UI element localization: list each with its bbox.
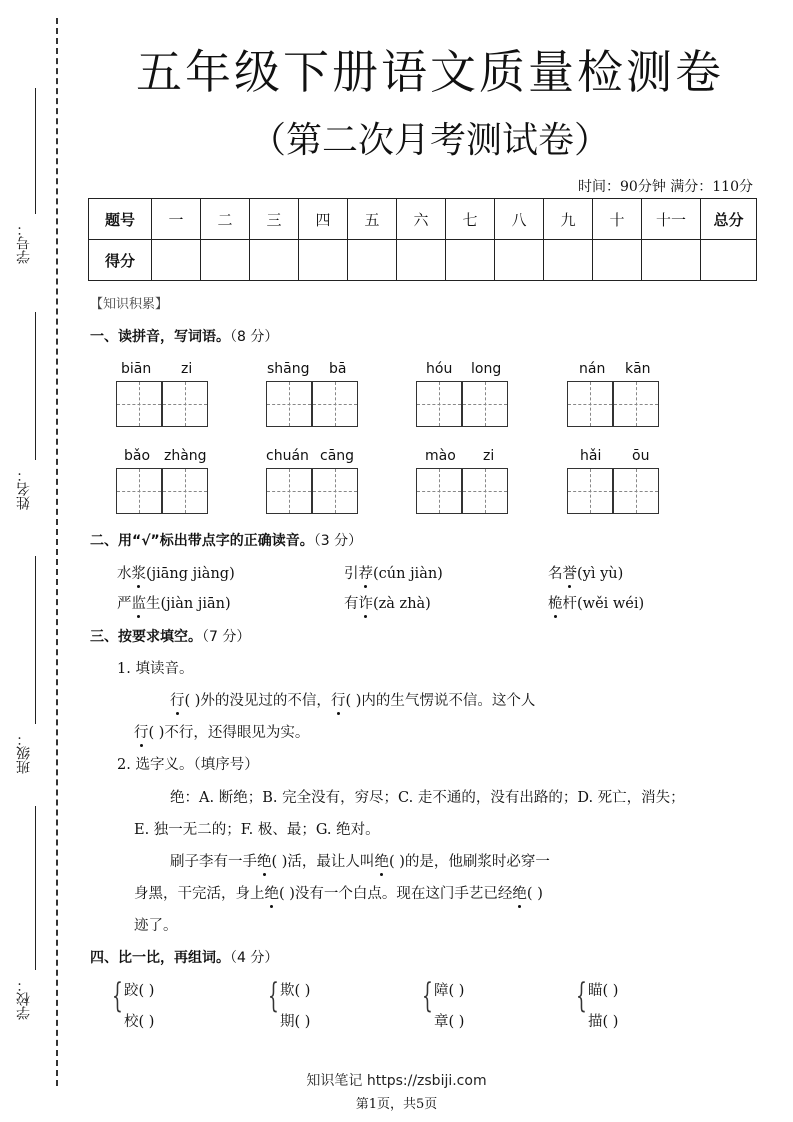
q3-title <box>90 626 250 646</box>
score-cell <box>701 240 757 281</box>
pinyin: kān <box>625 361 651 377</box>
q4-word[interactable]: 章( ) <box>434 1014 465 1030</box>
header-cell: 一 <box>152 199 201 240</box>
score-table-score-row <box>89 240 757 281</box>
score-cell <box>348 240 397 281</box>
name-label: 姓名： <box>16 468 32 510</box>
q3-dotted-char: 行 <box>170 689 185 710</box>
writing-box[interactable] <box>416 381 462 427</box>
writing-box[interactable] <box>162 381 208 427</box>
q2-dotted-char: 诈 <box>359 592 374 613</box>
q3-sub1-title: 1. 填读音。 <box>117 661 194 677</box>
score-cell <box>593 240 642 281</box>
page-title: 五年级下册语文质量检测卷 <box>136 45 724 99</box>
q4-title <box>90 947 278 967</box>
q3-sub1-line2 <box>134 721 309 742</box>
pinyin: ōu <box>632 448 650 464</box>
q3-text[interactable]: ( )活，最让人叫 <box>271 854 375 870</box>
header-cell: 题号 <box>89 199 152 240</box>
q2-options[interactable]: (jiāng jiàng) <box>146 566 235 582</box>
q2-char: 杆 <box>562 596 577 612</box>
pinyin: long <box>471 361 502 377</box>
q4-word[interactable]: 障( ) <box>434 983 465 999</box>
score-cell <box>446 240 495 281</box>
q2-options[interactable]: (wěi wéi) <box>577 596 645 612</box>
category-label: 【知识积累】 <box>90 297 169 312</box>
header-cell: 二 <box>201 199 250 240</box>
q3-dotted-char: 行 <box>134 721 149 742</box>
q3-text: 刷子李有一手 <box>170 854 257 870</box>
pinyin: zi <box>181 361 193 377</box>
q2-item <box>117 592 231 613</box>
class-label: 班级： <box>16 732 32 774</box>
q2-dotted-char: 桅 <box>548 592 563 613</box>
q2-dotted-char: 荐 <box>359 562 374 583</box>
q1-title-text: 一、读拼音，写词语。 <box>90 329 230 345</box>
brace-icon: { <box>268 976 279 1016</box>
writing-box[interactable] <box>613 381 659 427</box>
score-row-label: 得分 <box>89 240 152 281</box>
q2-item <box>548 592 644 613</box>
score-table-header-row <box>89 199 757 240</box>
q4-word[interactable]: 瞄( ) <box>588 983 619 999</box>
score-cell <box>544 240 593 281</box>
q2-dotted-char: 浆 <box>132 562 147 583</box>
header-cell: 七 <box>446 199 495 240</box>
q3-text[interactable]: ( )不行，还得眼见为实。 <box>148 725 310 741</box>
q2-dotted-char: 誉 <box>563 562 578 583</box>
header-cell: 九 <box>544 199 593 240</box>
q2-char: 名 <box>548 566 563 582</box>
q4-word[interactable]: 描( ) <box>588 1014 619 1030</box>
writing-box[interactable] <box>462 468 508 514</box>
writing-box[interactable] <box>312 381 358 427</box>
q2-dotted-char: 监 <box>132 592 147 613</box>
header-cell: 总分 <box>701 199 757 240</box>
pinyin: nán <box>579 361 606 377</box>
header-cell: 五 <box>348 199 397 240</box>
pinyin: zi <box>483 448 495 464</box>
q2-item <box>344 562 443 583</box>
q2-char: 水 <box>117 566 132 582</box>
q2-options[interactable]: (cún jiàn) <box>373 566 443 582</box>
q4-word[interactable]: 期( ) <box>280 1014 311 1030</box>
pinyin: bā <box>329 361 347 377</box>
q2-char: 严 <box>117 596 132 612</box>
q3-title-text: 三、按要求填空。 <box>90 629 202 645</box>
student-id-line <box>35 88 36 214</box>
q3-text: 身黑，干完活，身上 <box>134 886 265 902</box>
q3-text[interactable]: ( )没有一个白点。现在这门手艺已经 <box>279 886 513 902</box>
q4-points: （4 分） <box>230 950 279 966</box>
q2-title <box>90 530 362 550</box>
q3-sub2-para1 <box>170 850 550 871</box>
pinyin: zhàng <box>164 448 207 464</box>
q3-sub1-line1 <box>170 689 535 710</box>
pinyin: cāng <box>320 448 355 464</box>
q3-sub2-def2: E. 独一无二的；F. 极、最；G. 绝对。 <box>134 822 380 838</box>
header-cell: 四 <box>299 199 348 240</box>
q2-char: 生 <box>146 596 161 612</box>
writing-box[interactable] <box>162 468 208 514</box>
score-cell <box>642 240 701 281</box>
pinyin: biān <box>121 361 152 377</box>
writing-box[interactable] <box>116 468 162 514</box>
writing-box[interactable] <box>266 468 312 514</box>
class-line <box>35 556 36 724</box>
pinyin: bǎo <box>124 448 151 464</box>
score-cell <box>299 240 348 281</box>
time-info: 时间：90分钟 满分：110分 <box>578 179 753 195</box>
writing-box[interactable] <box>567 381 613 427</box>
q2-item <box>548 562 623 583</box>
q3-sub2-title: 2. 选字义。（填序号） <box>117 757 259 773</box>
footer-site: 知识笔记 https://zsbiji.com <box>306 1073 487 1089</box>
q2-item <box>117 562 235 583</box>
q2-options[interactable]: (zà zhà) <box>373 596 431 612</box>
pinyin: shāng <box>267 361 310 377</box>
writing-box[interactable] <box>116 381 162 427</box>
score-cell <box>495 240 544 281</box>
q3-dotted-char: 绝 <box>265 882 280 903</box>
q3-dotted-char: 行 <box>331 689 346 710</box>
q2-char: 引 <box>344 566 359 582</box>
q2-item <box>344 592 431 613</box>
q4-word[interactable]: 校( ) <box>124 1014 155 1030</box>
q3-text[interactable]: ( ) <box>526 886 543 902</box>
score-cell <box>152 240 201 281</box>
header-cell: 十一 <box>642 199 701 240</box>
q1-title <box>90 326 278 346</box>
q3-sub2-def1: 绝：A. 断绝；B. 完全没有，穷尽；C. 走不通的，没有出路的；D. 死亡，消失； <box>170 790 685 806</box>
q4-word[interactable]: 跤( ) <box>124 983 155 999</box>
score-cell <box>201 240 250 281</box>
writing-box[interactable] <box>266 381 312 427</box>
header-cell: 三 <box>250 199 299 240</box>
header-cell: 八 <box>495 199 544 240</box>
q2-options[interactable]: (yì yù) <box>577 566 624 582</box>
writing-box[interactable] <box>312 468 358 514</box>
q1-points: （8 分） <box>230 329 279 345</box>
writing-box[interactable] <box>613 468 659 514</box>
brace-icon: { <box>576 976 587 1016</box>
page-subtitle: （第二次月考测试卷） <box>249 120 610 161</box>
binding-dashed-line <box>56 18 58 1086</box>
q3-text[interactable]: ( )的是，他刷浆时必穿一 <box>388 854 550 870</box>
writing-box[interactable] <box>416 468 462 514</box>
pinyin: hǎi <box>580 448 602 464</box>
q3-sub2-para2 <box>134 882 543 903</box>
page-number: 第1页，共5页 <box>355 1097 438 1112</box>
pinyin: mào <box>425 448 456 464</box>
q3-sub2-para3: 迹了。 <box>134 918 178 934</box>
q2-points: （3 分） <box>313 533 363 549</box>
score-cell <box>397 240 446 281</box>
q3-dotted-char: 绝 <box>512 882 527 903</box>
q3-text[interactable]: ( )外的没见过的不信， <box>184 693 331 709</box>
q2-options[interactable]: (jiàn jiān) <box>160 596 231 612</box>
header-cell: 六 <box>397 199 446 240</box>
name-line <box>35 312 36 460</box>
school-line <box>35 806 36 970</box>
pinyin: chuán <box>266 448 309 464</box>
q3-text[interactable]: ( )内的生气愣说不信。这个人 <box>345 693 536 709</box>
writing-box[interactable] <box>567 468 613 514</box>
q4-word[interactable]: 欺( ) <box>280 983 311 999</box>
writing-box[interactable] <box>462 381 508 427</box>
q2-title-text: 二、用“√”标出带点字的正确读音。 <box>90 533 314 549</box>
q3-dotted-char: 绝 <box>374 850 389 871</box>
header-cell: 十 <box>593 199 642 240</box>
score-table <box>88 198 757 281</box>
score-cell <box>250 240 299 281</box>
q4-title-text: 四、比一比，再组词。 <box>90 950 230 966</box>
q2-char: 有 <box>344 596 359 612</box>
student-id-label: 学号： <box>16 222 32 264</box>
school-label: 学校： <box>16 978 32 1020</box>
q3-dotted-char: 绝 <box>257 850 272 871</box>
q3-points: （7 分） <box>202 629 251 645</box>
brace-icon: { <box>422 976 433 1016</box>
brace-icon: { <box>112 976 123 1016</box>
pinyin: hóu <box>426 361 453 377</box>
